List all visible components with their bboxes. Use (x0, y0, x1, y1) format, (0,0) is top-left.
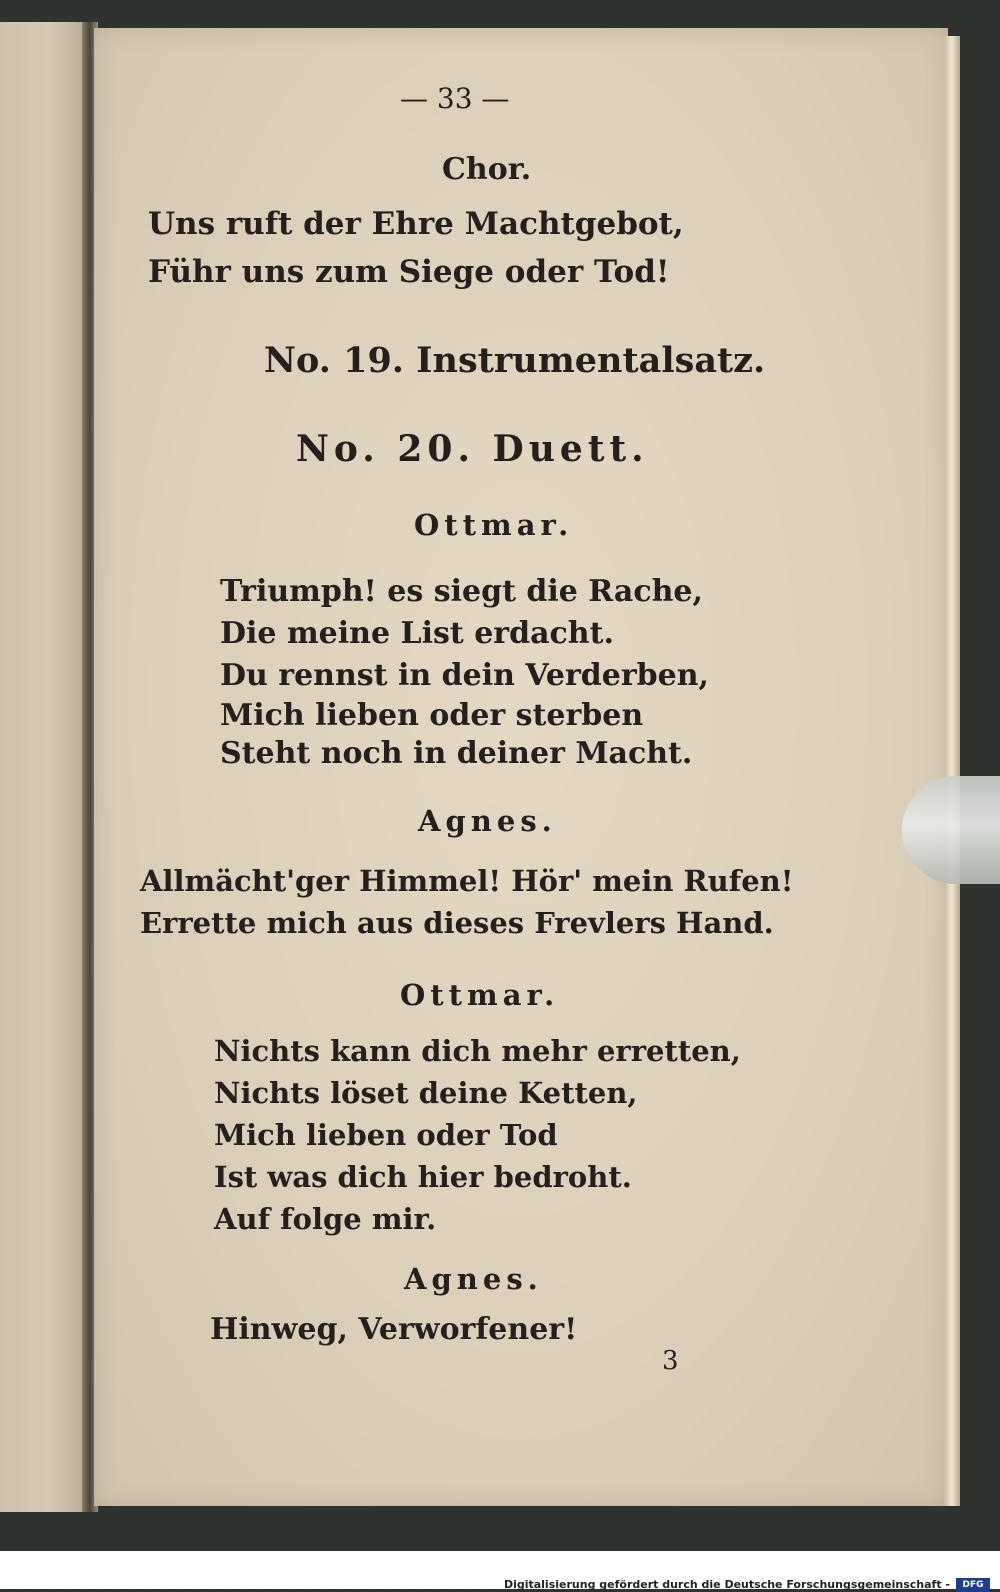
lyric-line: Du rennst in dein Verderben, (220, 658, 709, 693)
funding-credit: Digitalisierung gefördert durch die Deutsche Forschungsgemeinschaft - (503, 1578, 950, 1591)
number-19-heading: No. 19. Instrumentalsatz. (264, 340, 766, 381)
chor-heading: Chor. (442, 152, 532, 187)
lyric-line: Uns ruft der Ehre Machtgebot, (148, 206, 684, 242)
number-20-heading: No. 20. Duett. (296, 428, 649, 470)
signature-mark: 3 (662, 1346, 679, 1376)
lyric-line: Allmächt'ger Himmel! Hör' mein Rufen! (140, 864, 794, 898)
lyric-line: Auf folge mir. (214, 1202, 437, 1236)
lyric-line: Triumph! es siegt die Rache, (220, 574, 703, 609)
lyric-line: Errette mich aus dieses Frevlers Hand. (140, 906, 774, 940)
page-number: — 33 — (400, 82, 510, 115)
dfg-logo-icon: DFG (956, 1578, 990, 1592)
role-heading-ottmar: Ottmar. (400, 978, 560, 1012)
lyric-line: Nichts kann dich mehr erretten, (214, 1034, 741, 1068)
role-heading-ottmar: Ottmar. (414, 508, 574, 542)
page-clip (902, 776, 1000, 884)
lyric-line: Mich lieben oder sterben (220, 698, 644, 733)
left-page (0, 22, 88, 1512)
lyric-line: Steht noch in deiner Macht. (220, 736, 693, 771)
lyric-line: Mich lieben oder Tod (214, 1118, 558, 1152)
lyric-line: Nichts löset deine Ketten, (214, 1076, 638, 1110)
page-edge (944, 36, 960, 1506)
lyric-line: Führ uns zum Siege oder Tod! (148, 254, 670, 290)
role-heading-agnes: Agnes. (404, 1262, 543, 1296)
lyric-line: Hinweg, Verworfener! (210, 1312, 578, 1347)
role-heading-agnes: Agnes. (418, 804, 557, 838)
lyric-line: Die meine List erdacht. (220, 616, 614, 651)
lyric-line: Ist was dich hier bedroht. (214, 1160, 632, 1194)
